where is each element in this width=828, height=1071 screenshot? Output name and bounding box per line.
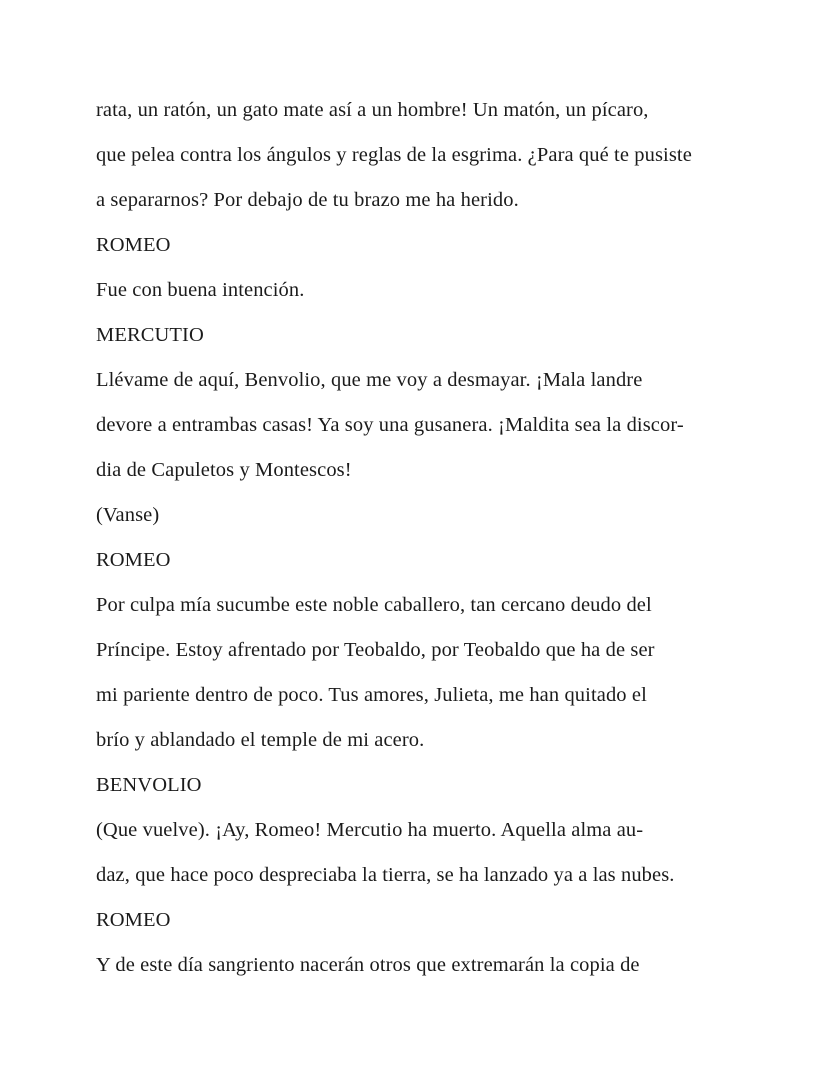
speaker-name: ROMEO [96,549,171,571]
dialogue-line: dia de Capuletos y Montescos! [96,459,352,481]
stage-direction: (Vanse) [96,504,160,526]
dialogue-line: devore a entrambas casas! Ya soy una gusanera. ¡Maldita sea la discor- [96,414,684,436]
dialogue-line: (Que vuelve). ¡Ay, Romeo! Mercutio ha muerto. Aquella alma au- [96,819,644,841]
dialogue-line: brío y ablandado el temple de mi acero. [96,729,425,751]
speaker-name: MERCUTIO [96,324,204,346]
speaker-name: BENVOLIO [96,774,202,796]
play-text-block [96,88,788,988]
speaker-name: ROMEO [96,234,171,256]
dialogue-line: daz, que hace poco despreciaba la tierra, se ha lanzado ya a las nubes. [96,864,675,886]
dialogue-line: mi pariente dentro de poco. Tus amores, Julieta, me han quitado el [96,684,647,706]
dialogue-line: Príncipe. Estoy afrentado por Teobaldo, por Teobaldo que ha de ser [96,639,655,661]
dialogue-line: rata, un ratón, un gato mate así a un hombre! Un matón, un pícaro, [96,99,649,121]
dialogue-line: a separarnos? Por debajo de tu brazo me ha herido. [96,189,519,211]
dialogue-line: Fue con buena intención. [96,279,305,301]
dialogue-line: que pelea contra los ángulos y reglas de la esgrima. ¿Para qué te pusiste [96,144,692,166]
dialogue-line: Por culpa mía sucumbe este noble caballero, tan cercano deudo del [96,594,652,616]
speaker-name: ROMEO [96,909,171,931]
dialogue-line: Y de este día sangriento nacerán otros que extremarán la copia de [96,954,640,976]
dialogue-line: Llévame de aquí, Benvolio, que me voy a desmayar. ¡Mala landre [96,369,643,391]
